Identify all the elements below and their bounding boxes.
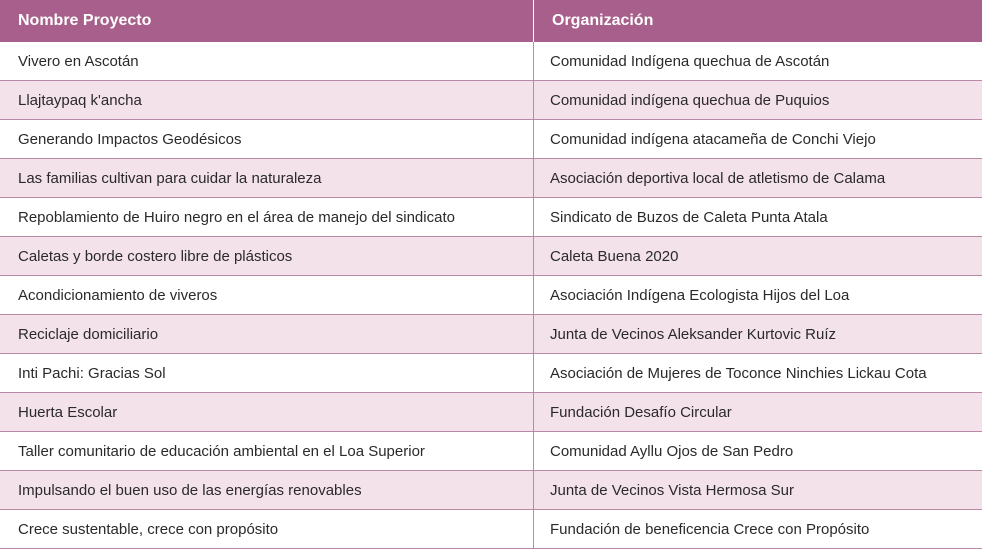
project-name-cell: Acondicionamiento de viveros [18, 286, 218, 304]
organization-cell: Fundación Desafío Circular [533, 393, 982, 431]
table-row [0, 354, 982, 393]
organization-cell: Caleta Buena 2020 [533, 237, 982, 275]
table-header [0, 0, 982, 42]
project-name-cell: Generando Impactos Geodésicos [18, 130, 242, 148]
project-name-cell: Vivero en Ascotán [18, 52, 139, 70]
table-row [0, 120, 982, 159]
table-row [0, 432, 982, 471]
project-name-cell: Reciclaje domiciliario [18, 325, 159, 343]
project-name-cell: Las familias cultivan para cuidar la naturaleza [18, 169, 322, 187]
table-row [0, 198, 982, 237]
table-row [0, 237, 982, 276]
table-body [0, 42, 982, 549]
table-row [0, 159, 982, 198]
organization-cell: Comunidad Indígena quechua de Ascotán [533, 42, 982, 80]
organization-cell: Asociación de Mujeres de Toconce Ninchies Lickau Cota [533, 354, 982, 392]
project-name-cell: Impulsando el buen uso de las energías renovables [18, 481, 362, 499]
organization-cell: Fundación de beneficencia Crece con Propósito [533, 510, 982, 548]
organization-cell: Asociación Indígena Ecologista Hijos del Loa [533, 276, 982, 314]
organization-cell: Comunidad indígena quechua de Puquios [533, 81, 982, 119]
table-row [0, 393, 982, 432]
project-name-cell: Inti Pachi: Gracias Sol [18, 364, 166, 382]
table-row [0, 42, 982, 81]
project-name-cell: Crece sustentable, crece con propósito [18, 520, 279, 538]
column-header-project-name: Nombre Proyecto [18, 12, 152, 29]
organization-cell: Comunidad indígena atacameña de Conchi Viejo [533, 120, 982, 158]
table-row [0, 276, 982, 315]
project-name-cell: Taller comunitario de educación ambiental en el Loa Superior [18, 442, 425, 460]
table-row [0, 81, 982, 120]
table-row [0, 510, 982, 549]
table-row [0, 471, 982, 510]
project-name-cell: Caletas y borde costero libre de plásticos [18, 247, 293, 265]
project-name-cell: Llajtaypaq k'ancha [18, 91, 142, 109]
project-name-cell: Repoblamiento de Huiro negro en el área de manejo del sindicato [18, 208, 455, 226]
column-header-organization: Organización [533, 0, 982, 42]
organization-cell: Sindicato de Buzos de Caleta Punta Atala [533, 198, 982, 236]
organization-cell: Junta de Vecinos Vista Hermosa Sur [533, 471, 982, 509]
organization-cell: Comunidad Ayllu Ojos de San Pedro [533, 432, 982, 470]
organization-cell: Junta de Vecinos Aleksander Kurtovic Ruíz [533, 315, 982, 353]
table-row [0, 315, 982, 354]
project-name-cell: Huerta Escolar [18, 403, 118, 421]
organization-cell: Asociación deportiva local de atletismo de Calama [533, 159, 982, 197]
